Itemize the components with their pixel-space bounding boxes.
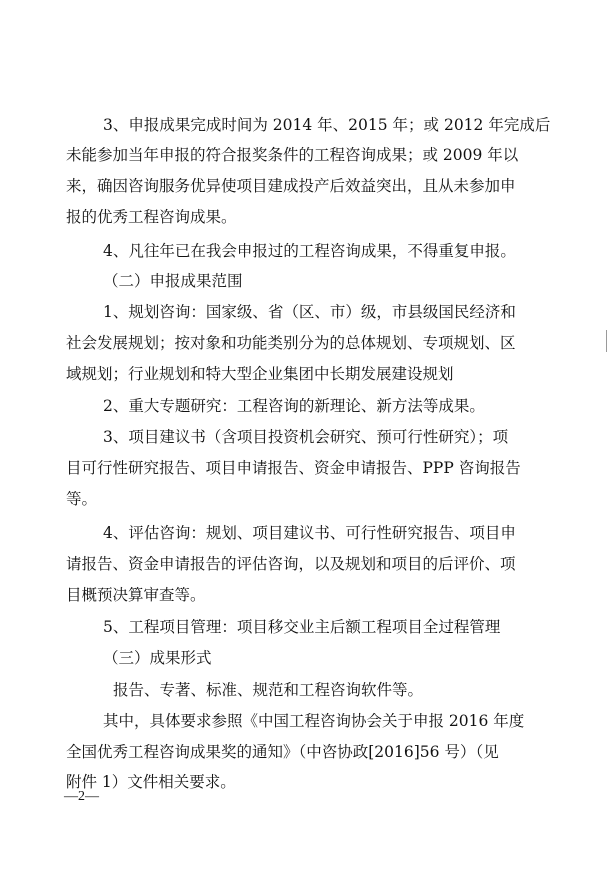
paragraph-scope-3-line-3: 等。 <box>66 490 98 508</box>
paragraph-criteria-3-line-3: 来，确因咨询服务优异使项目建成投产后效益突出，且从未参加申 <box>66 177 516 195</box>
paragraph-scope-3-line-1: 3、项目建议书（含项目投资机会研究、预可行性研究）；项 <box>103 428 509 446</box>
paragraph-reference-line-2: 全国优秀工程咨询成果奖的通知》（中咨协政[2016]56 号）（见 <box>66 743 499 761</box>
paragraph-criteria-3-line-2: 未能参加当年申报的符合报奖条件的工程咨询成果；或 2009 年以 <box>66 146 519 164</box>
paragraph-criteria-3-line-1: 3、申报成果完成时间为 2014 年、2015 年；或 2012 年完成后 <box>103 116 551 134</box>
paragraph-scope-1-line-2: 社会发展规划；按对象和功能类别分为的总体规划、专项规划、区 <box>66 334 516 352</box>
paragraph-form-line-1: 报告、专著、标准、规范和工程咨询软件等。 <box>113 681 424 699</box>
section-heading-scope: （二）申报成果范围 <box>103 272 243 290</box>
paragraph-scope-1-line-1: 1、规划咨询：国家级、省（区、市）级，市县级国民经济和 <box>103 303 516 321</box>
paragraph-reference-line-3: 附件 1）文件相关要求。 <box>66 773 236 791</box>
paragraph-scope-1-line-3: 域规划；行业规划和特大型企业集团中长期发展建设规划 <box>66 365 454 383</box>
paragraph-scope-3-line-2: 目可行性研究报告、项目申请报告、资金申请报告、PPP 咨询报告 <box>66 459 521 477</box>
section-heading-form: （三）成果形式 <box>103 649 212 667</box>
page-number: —2— <box>64 789 99 804</box>
paragraph-scope-2-line-1: 2、重大专题研究：工程咨询的新理论、新方法等成果。 <box>103 397 485 415</box>
paragraph-criteria-4-line-1: 4、凡往年已在我会申报过的工程咨询成果，不得重复申报。 <box>103 242 516 260</box>
paragraph-scope-4-line-2: 请报告、资金申请报告的评估咨询，以及规划和项目的后评价、项 <box>66 555 516 573</box>
paragraph-scope-4-line-3: 目概预决算审查等。 <box>66 586 206 604</box>
paragraph-scope-4-line-1: 4、评估咨询：规划、项目建议书、可行性研究报告、项目申 <box>103 524 516 542</box>
paragraph-reference-line-1: 其中，具体要求参照《中国工程咨询协会关于申报 2016 年度 <box>103 712 525 730</box>
paragraph-criteria-3-line-4: 报的优秀工程咨询成果。 <box>66 208 237 226</box>
paragraph-scope-5-line-1: 5、工程项目管理：项目移交业主后额工程项目全过程管理 <box>103 618 501 636</box>
scan-edge-mark <box>606 330 615 352</box>
